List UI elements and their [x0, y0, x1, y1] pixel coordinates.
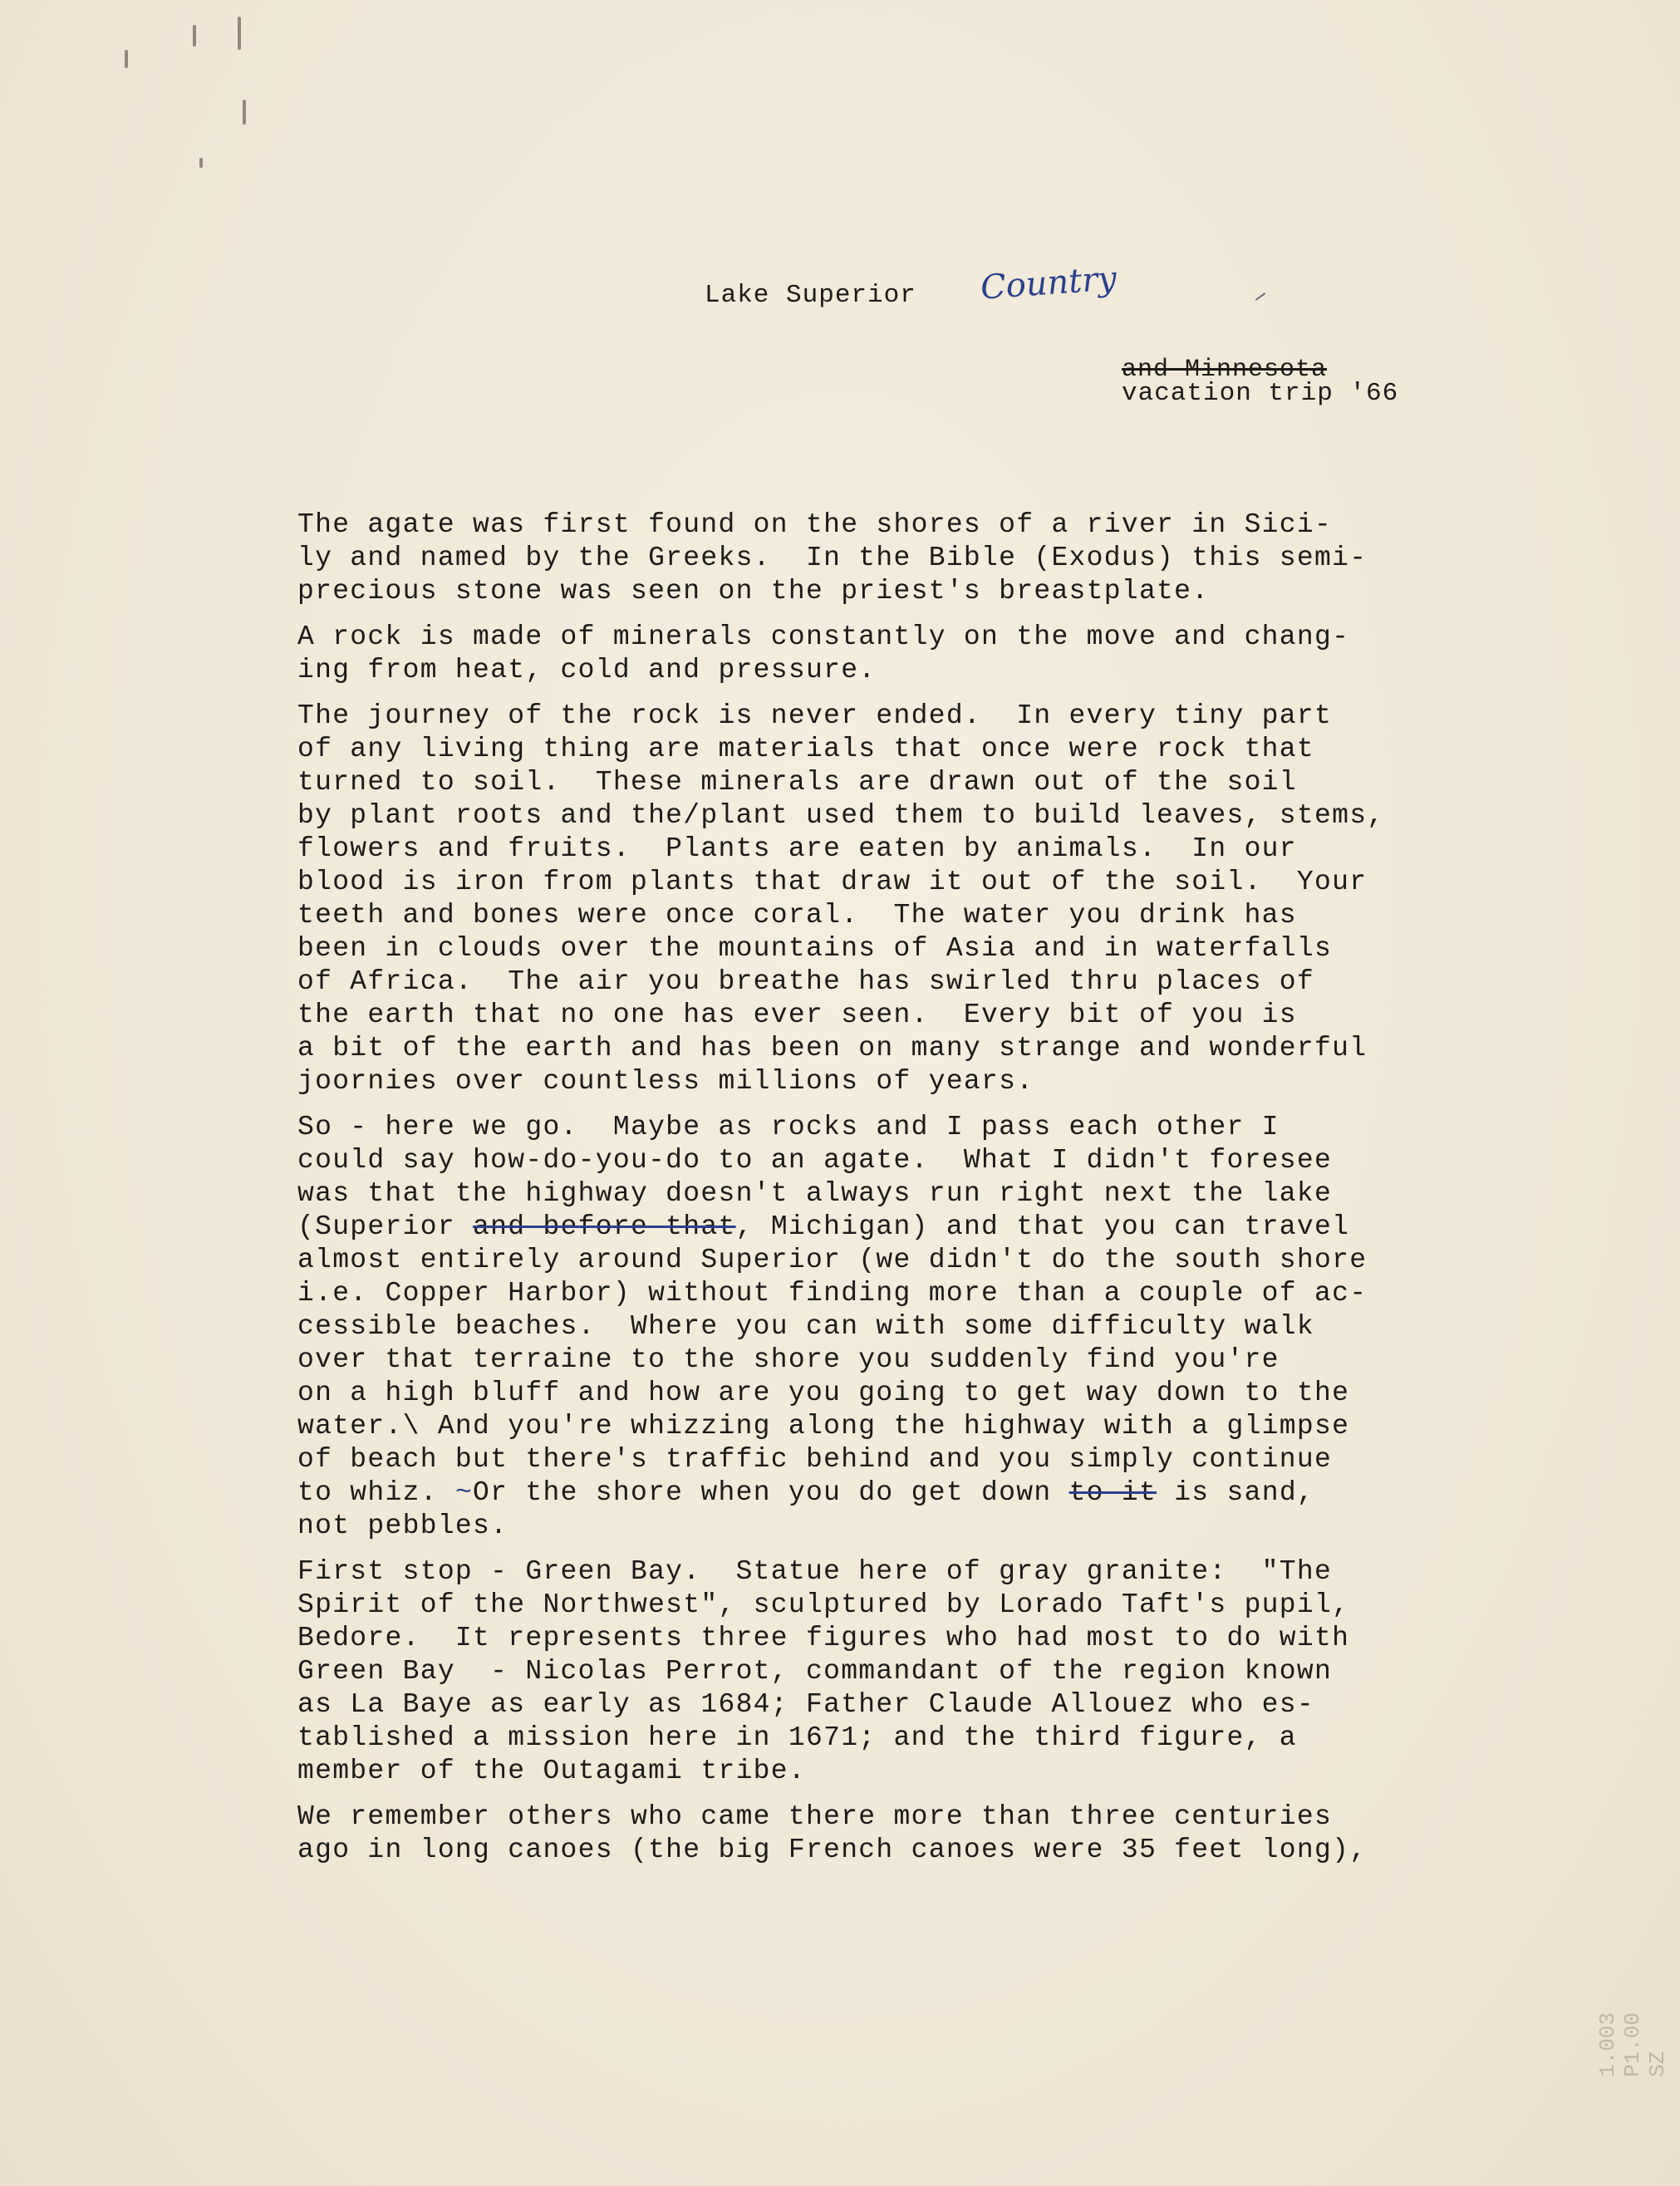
page-title: Lake Superior — [705, 281, 916, 310]
text-line: So - here we go. Maybe as rocks and I pass each other I — [297, 1112, 1280, 1142]
staple-mark — [238, 17, 241, 50]
paragraph — [297, 508, 1511, 608]
text-line: flowers and fruits. Plants are eaten by animals. In our — [297, 833, 1297, 864]
text-line: joornies over countless millions of years. — [297, 1066, 1034, 1097]
pen-mark — [1255, 292, 1266, 301]
text-line: ago in long canoes (the big French canoes were 35 feet long), — [297, 1835, 1368, 1865]
pen-mark: ~ — [454, 1477, 474, 1508]
text-line: Green Bay - Nicolas Perrot, commandant of the region known — [297, 1656, 1333, 1687]
text-span: to whiz. — [297, 1477, 455, 1508]
text-line: of Africa. The air you breathe has swirled thru places of — [297, 966, 1314, 997]
text-line: been in clouds over the mountains of Asia and in waterfalls — [297, 933, 1333, 964]
text-line: Bedore. It represents three figures who had most to do with — [297, 1623, 1350, 1653]
text-line: First stop - Green Bay. Statue here of gray granite: "The — [297, 1556, 1333, 1587]
text-line: on a high bluff and how are you going to get way down to the — [297, 1378, 1350, 1408]
staple-mark — [243, 100, 246, 125]
struck-text: to it — [1068, 1477, 1157, 1508]
text-line: i.e. Copper Harbor) without finding more than a couple of ac- — [297, 1278, 1368, 1309]
staple-mark — [125, 50, 128, 68]
text-line: the earth that no one has ever seen. Every bit of you is — [297, 1000, 1297, 1030]
staple-mark — [199, 158, 203, 168]
text-line: teeth and bones were once coral. The water you drink has — [297, 900, 1297, 931]
struck-subtitle: and Minnesota — [1122, 356, 1328, 384]
text-line: by plant roots and the/plant used them to build leaves, stems, — [297, 800, 1385, 831]
text-line: precious stone was seen on the priest's breastplate. — [297, 576, 1210, 607]
text-line: as La Baye as early as 1684; Father Claude Allouez who es- — [297, 1689, 1314, 1720]
text-span: is sand, — [1157, 1477, 1315, 1508]
text-line: a bit of the earth and has been on many strange and wonderful — [297, 1033, 1368, 1064]
text-line: member of the Outagami tribe. — [297, 1756, 806, 1786]
page-subtitle: vacation trip '66 — [1122, 379, 1399, 408]
paragraph — [297, 700, 1511, 1098]
text-line: The journey of the rock is never ended. In every tiny part — [297, 700, 1333, 731]
document-body — [297, 508, 1511, 1879]
text-line: Spirit of the Northwest", sculptured by Lorado Taft's pupil, — [297, 1589, 1350, 1620]
text-line: ing from heat, cold and pressure. — [297, 655, 877, 685]
text-line-with-strike — [297, 1476, 1511, 1510]
text-line: water.\ And you're whizzing along the highway with a glimpse — [297, 1411, 1350, 1442]
staple-mark — [193, 25, 196, 47]
text-line-with-strike — [297, 1211, 1511, 1244]
text-line: blood is iron from plants that draw it out of the soil. Your — [297, 867, 1368, 897]
text-line: not pebbles. — [297, 1511, 508, 1541]
text-span: , Michigan) and that you can travel — [735, 1211, 1350, 1242]
text-line: turned to soil. These minerals are drawn out of the soil — [297, 767, 1297, 798]
text-line: tablished a mission here in 1671; and the third figure, a — [297, 1722, 1297, 1753]
text-line: ly and named by the Greeks. In the Bible (Exodus) this semi- — [297, 543, 1368, 573]
text-line: cessible beaches. Where you can with some difficulty walk — [297, 1311, 1314, 1342]
paragraph — [297, 621, 1511, 687]
text-line: of beach but there's traffic behind and you simply continue — [297, 1444, 1333, 1475]
text-line: We remember others who came there more than three centuries — [297, 1801, 1333, 1832]
paragraph — [297, 1111, 1511, 1543]
text-line: of any living thing are materials that once were rock that — [297, 734, 1314, 764]
struck-text: and before that — [473, 1211, 736, 1242]
handwritten-annotation: Country — [979, 259, 1118, 307]
text-line: was that the highway doesn't always run right next the lake — [297, 1178, 1333, 1209]
text-line: over that terraine to the shore you suddenly find you're — [297, 1344, 1280, 1375]
text-line: The agate was first found on the shores of a river in Sici- — [297, 509, 1333, 540]
text-line: almost entirely around Superior (we didn't do the south shore — [297, 1245, 1368, 1275]
text-span: Or the shore when you do get down — [473, 1477, 1069, 1508]
paragraph — [297, 1800, 1511, 1867]
paragraph — [297, 1555, 1511, 1788]
text-line: could say how-do-you-do to an agate. What I didn't foresee — [297, 1145, 1333, 1176]
text-line: A rock is made of minerals constantly on the move and chang- — [297, 621, 1350, 652]
margin-bleed-text: 1.003 P1.00 SZ — [1595, 2012, 1670, 2077]
text-span: (Superior — [297, 1211, 474, 1242]
